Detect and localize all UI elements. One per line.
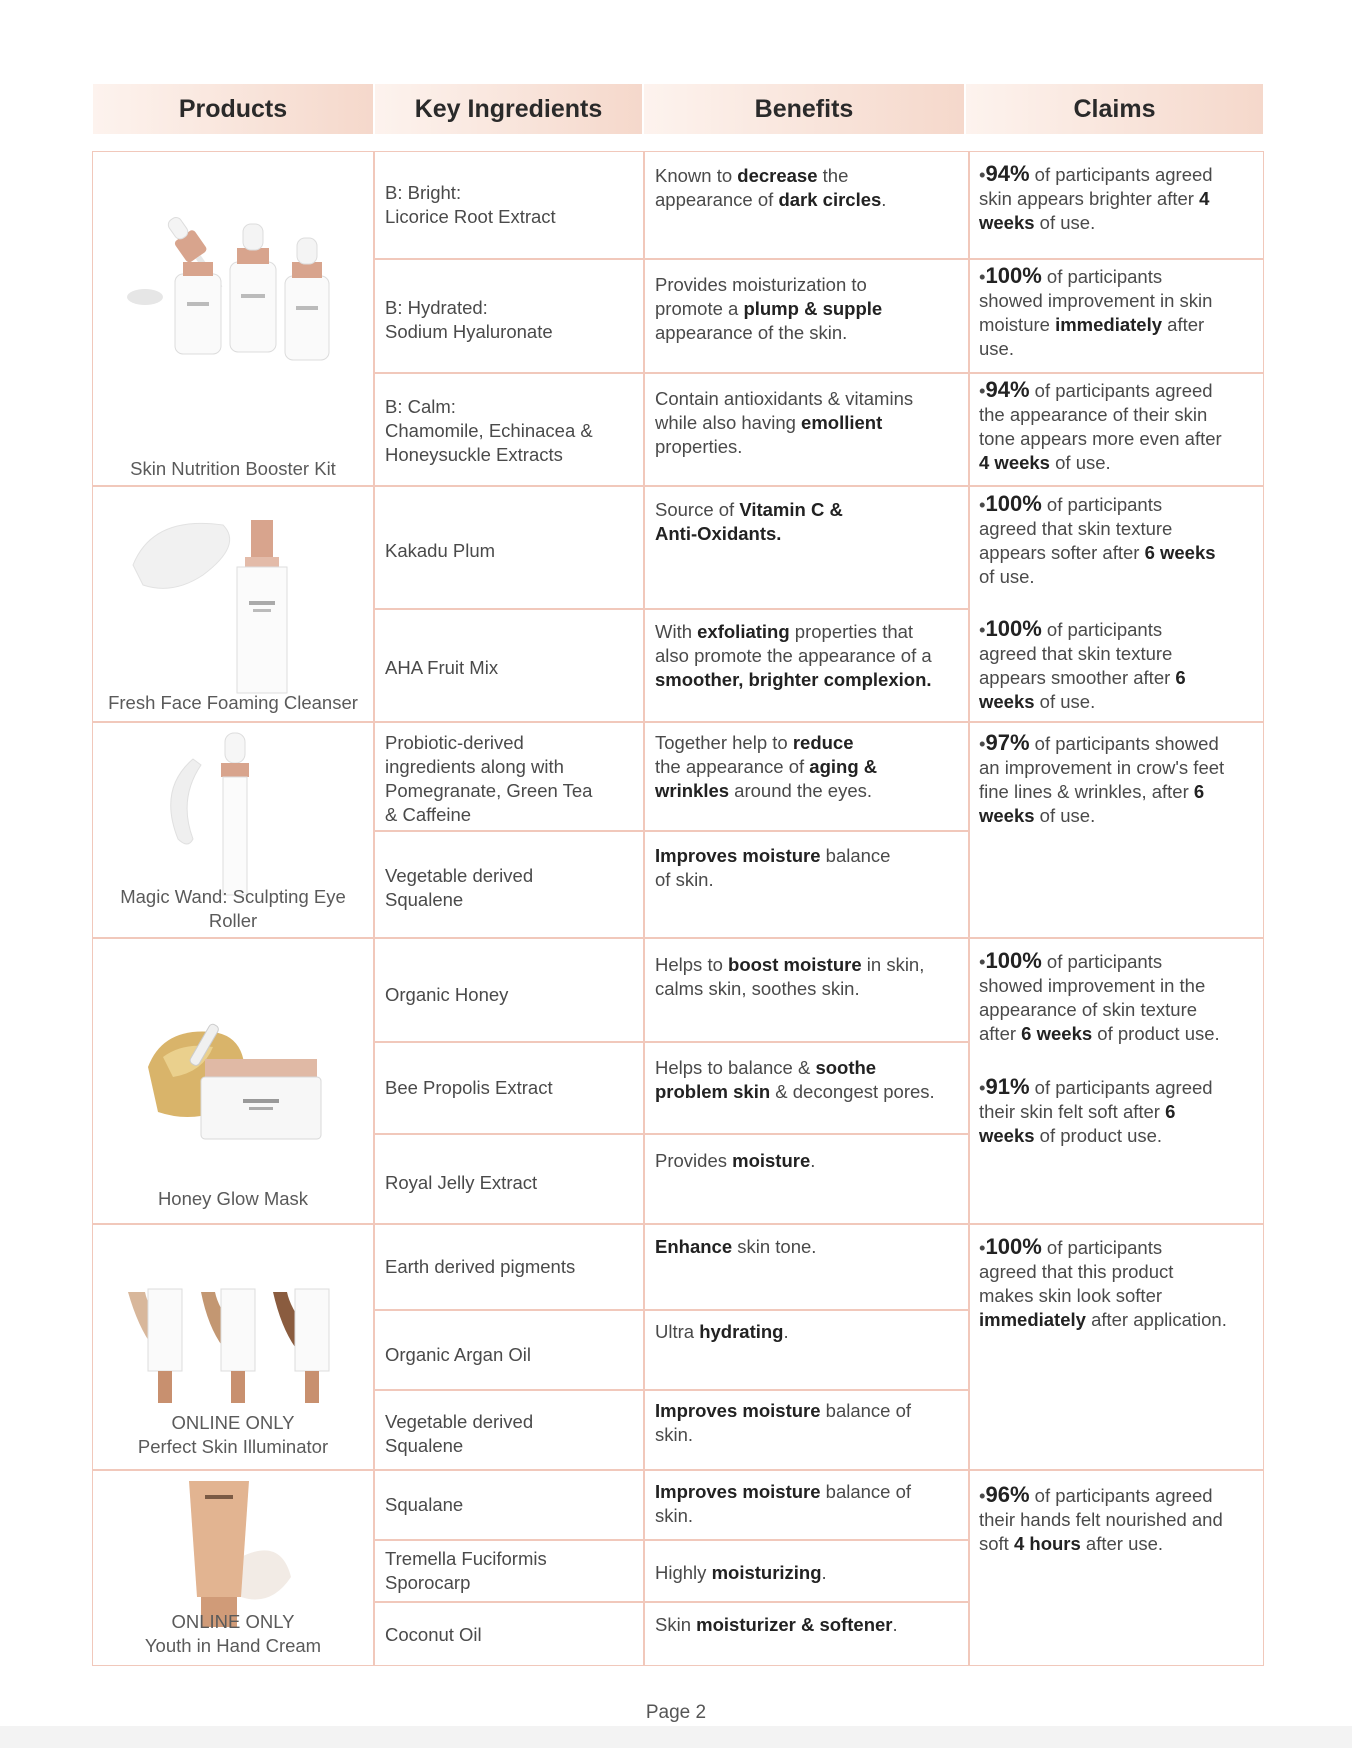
ingredient-line: Vegetable derived (385, 1411, 534, 1432)
ingredient-line: Sodium Hyaluronate (385, 321, 553, 342)
product-cell-illuminator (92, 1224, 374, 1470)
ingredient-line: Organic Honey (385, 984, 509, 1005)
benefit-cell: Improves moisture balance of skin. (644, 1470, 969, 1540)
ingredient-cell (374, 1224, 644, 1310)
benefit-cell: Helps to boost moisture in skin, calms skin, soothes skin. (644, 938, 969, 1042)
benefit-cell: Known to decrease the appearance of dark circles. (644, 151, 969, 259)
eye-roller-image (153, 729, 283, 899)
ingredient-line: & Caffeine (385, 804, 472, 825)
ingredient-cell (374, 1310, 644, 1390)
benefit-cell: Improves moisture balance of skin. (644, 831, 969, 938)
product-name-line1: ONLINE ONLY (171, 1412, 295, 1433)
product-name-line2: Youth in Hand Cream (144, 1635, 322, 1656)
page-number: Page 2 (645, 1702, 707, 1723)
ingredient-line: B: Hydrated: (385, 297, 488, 318)
product-name: Magic Wand: Sculpting Eye Roller (120, 886, 346, 931)
product-name-line2: Perfect Skin Illuminator (137, 1436, 329, 1457)
benefit-cell: Highly moisturizing. (644, 1540, 969, 1602)
benefit-cell: Provides moisturization to promote a plump & supple appearance of the skin. (644, 259, 969, 373)
header-benefits: Benefits (644, 84, 964, 134)
ingredient-line: Pomegranate, Green Tea (385, 780, 593, 801)
bottom-band (0, 1726, 1352, 1748)
benefit-cell: Together help to reduce the appearance of aging & wrinkles around the eyes. (644, 722, 969, 831)
benefit-cell: Contain antioxidants & vitamins while also having emollient properties. (644, 373, 969, 486)
ingredient-cell (374, 1134, 644, 1224)
honey-mask-image (143, 1017, 323, 1147)
claim-cell-merged: •100% of participants showed improvement in the appearance of skin texture after 6 weeks of product use. •91% of participants agreed their skin felt soft after 6 weeks of product use. (969, 938, 1264, 1224)
claim-cell: •94% of participants agreed the appearance of their skin tone appears more even after 4 weeks of use. (969, 373, 1264, 486)
benefit-cell: Ultra hydrating. (644, 1310, 969, 1390)
product-name: Skin Nutrition Booster Kit (130, 458, 336, 479)
ingredient-cell (374, 486, 644, 609)
ingredient-line: Coconut Oil (385, 1624, 482, 1645)
header-claims: Claims (966, 84, 1263, 134)
claim-cell-merged: •100% of participants agreed that this product makes skin look softer immediately after application. (969, 1224, 1264, 1470)
ingredient-line: Royal Jelly Extract (385, 1172, 538, 1193)
ingredient-line: Chamomile, Echinacea & (385, 420, 593, 441)
product-name: Honey Glow Mask (157, 1188, 309, 1209)
header-products: Products (93, 84, 373, 134)
claim-cell-merged: •96% of participants agreed their hands felt nourished and soft 4 hours after use. (969, 1470, 1264, 1666)
ingredient-line: AHA Fruit Mix (385, 657, 499, 678)
ingredient-cell (374, 151, 644, 259)
ingredient-line: Honeysuckle Extracts (385, 444, 563, 465)
benefit-cell: Skin moisturizer & softener. (644, 1602, 969, 1666)
ingredient-line: B: Bright: (385, 182, 462, 203)
product-name: Fresh Face Foaming Cleanser (108, 692, 358, 713)
ingredient-cell (374, 831, 644, 938)
ingredient-line: Probiotic-derived (385, 732, 524, 753)
ingredient-line: Bee Propolis Extract (385, 1077, 553, 1098)
ingredient-cell (374, 373, 644, 486)
product-cell-honey-mask (92, 938, 374, 1224)
ingredient-line: Licorice Root Extract (385, 206, 556, 227)
ingredient-line: Sporocarp (385, 1572, 471, 1593)
ingredient-line: Kakadu Plum (385, 540, 496, 561)
header-key-ingredients: Key Ingredients (375, 84, 642, 134)
ingredient-cell (374, 1390, 644, 1470)
product-cell-hand-cream (92, 1470, 374, 1666)
ingredient-cell (374, 722, 644, 831)
benefit-cell: With exfoliating properties that also promote the appearance of a smoother, brighter complexion. (644, 609, 969, 722)
claim-cell: •94% of participants agreed skin appears brighter after 4 weeks of use. (969, 151, 1264, 259)
ingredient-cell (374, 938, 644, 1042)
ingredient-cell (374, 1470, 644, 1540)
benefit-cell: Provides moisture. (644, 1134, 969, 1224)
ingredient-line: Squalene (385, 889, 464, 910)
product-cell-eye-roller (92, 722, 374, 938)
benefit-cell: Helps to balance & soothe problem skin & decongest pores. (644, 1042, 969, 1134)
benefit-cell: Enhance skin tone. (644, 1224, 969, 1310)
ingredient-cell (374, 1042, 644, 1134)
ingredient-line: Vegetable derived (385, 865, 534, 886)
ingredient-cell (374, 609, 644, 722)
ingredient-cell (374, 1602, 644, 1666)
product-cell-cleanser (92, 486, 374, 722)
ingredient-line: Squalane (385, 1494, 464, 1515)
ingredient-line: Squalene (385, 1435, 464, 1456)
ingredient-line: Earth derived pigments (385, 1256, 576, 1277)
ingredient-line: B: Calm: (385, 396, 456, 417)
ingredient-cell (374, 259, 644, 373)
benefit-cell: Source of Vitamin C & Anti-Oxidants. (644, 486, 969, 609)
claim-cell-merged: •97% of participants showed an improvement in crow's feet fine lines & wrinkles, after 6 weeks of use. (969, 722, 1264, 938)
product-cell-booster-kit (92, 151, 374, 486)
foam-cleanser-image (123, 505, 343, 695)
ingredient-line: Tremella Fuciformis (385, 1548, 547, 1569)
product-name-line1: ONLINE ONLY (171, 1611, 295, 1632)
illuminator-tubes-image (123, 1287, 343, 1407)
claim-cell: •100% of participants showed improvement in skin moisture immediately after use. (969, 259, 1264, 373)
claim-cell-merged: •100% of participants agreed that skin texture appears softer after 6 weeks of use. •100% of participants agreed that skin texture appears smoother after 6 weeks of use. (969, 486, 1264, 722)
ingredient-line: ingredients along with (385, 756, 564, 777)
ingredient-line: Organic Argan Oil (385, 1344, 532, 1365)
serum-bottles-image (115, 202, 345, 372)
benefit-cell: Improves moisture balance of skin. (644, 1390, 969, 1470)
ingredient-cell (374, 1540, 644, 1602)
